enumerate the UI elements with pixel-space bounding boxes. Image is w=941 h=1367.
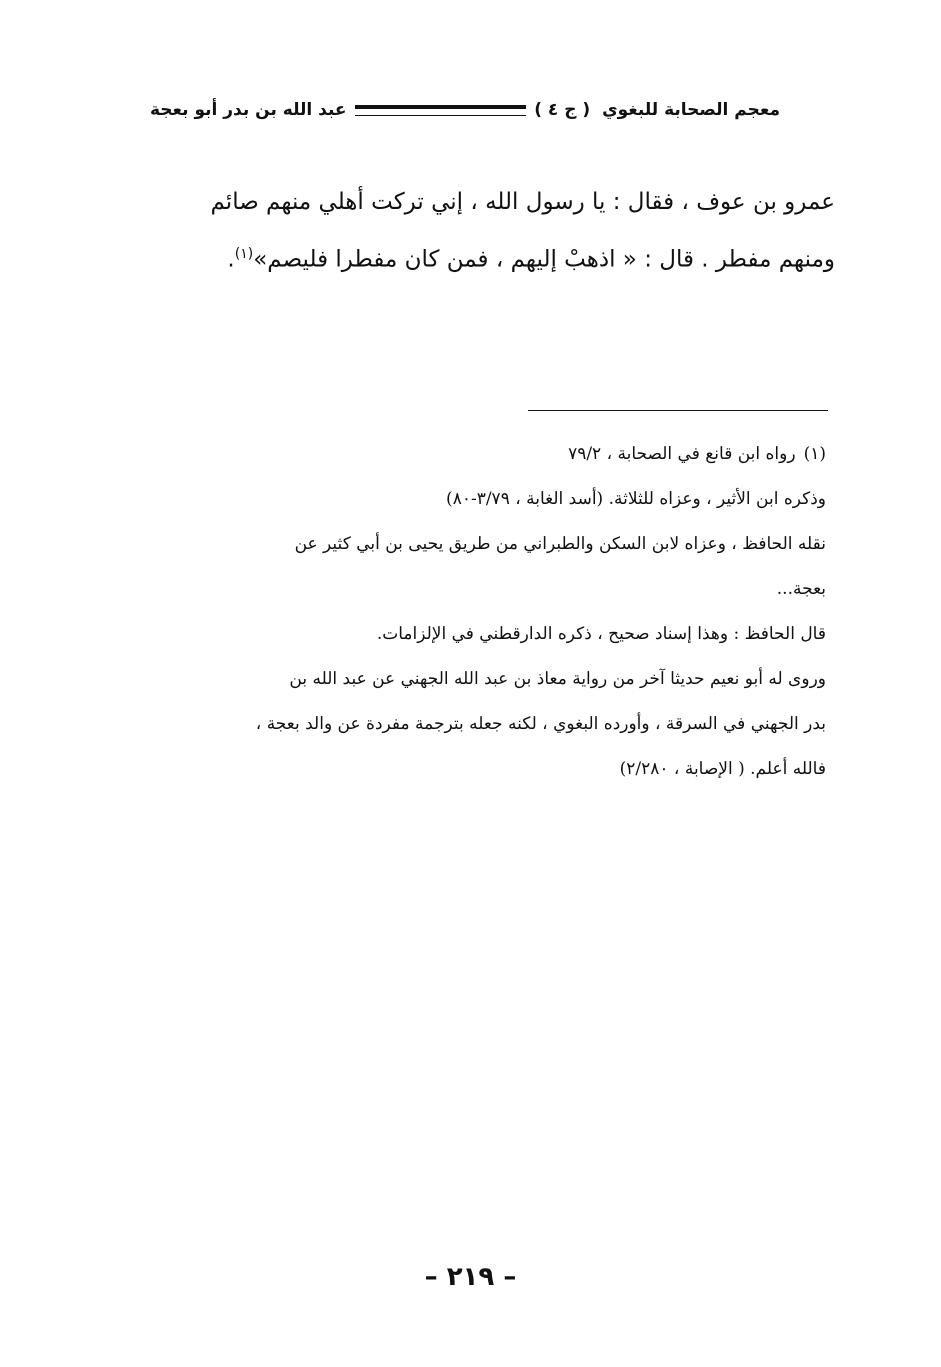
footnote-line-5: قال الحافظ : وهذا إسناد صحيح ، ذكره الدارقطني في الإلزامات. [376, 624, 826, 644]
main-text [135, 176, 835, 286]
volume-label: ( ج ٤ ) [534, 100, 591, 120]
footnote-line-6: وروى له أبو نعيم حديثا آخر من رواية معاذ بن عبد الله الجهني عن عبد الله بن [289, 669, 826, 689]
running-header [150, 92, 780, 128]
footnote-number: (١) [803, 444, 826, 464]
footnote-separator [528, 410, 828, 411]
footnotes [136, 432, 826, 792]
end-punctuation: . [227, 246, 235, 273]
main-text-line-1: عمرو بن عوف ، فقال : يا رسول الله ، إني تركت أهلي منهم صائم [210, 189, 835, 215]
main-text-line-2 [135, 228, 835, 286]
footnote-line-3: نقله الحافظ ، وعزاه لابن السكن والطبراني من طريق يحيى بن أبي كثير عن [294, 534, 826, 554]
footnote-reference: (١) [234, 246, 254, 262]
footnote-line-2: وذكره ابن الأثير ، وعزاه للثلاثة. (أسد الغابة ، ٣/٧٩-٨٠) [446, 489, 826, 509]
footnote-line-8: فالله أعلم. ( الإصابة ، ٢/٢٨٠) [619, 759, 826, 779]
main-text-line-2-text: ومنهم مفطر . قال : « اذهبْ إليهم ، فمن كان مفطرا فليصم» [253, 246, 835, 273]
book-title: معجم الصحابة للبغوي [602, 100, 780, 120]
footnote-line-4: بعجة... [776, 579, 826, 599]
header-entry-name: عبد الله بن بدر أبو بعجة [150, 100, 347, 120]
footnote-line-1-text: رواه ابن قانع في الصحابة ، ٧٩/٢ [568, 444, 796, 464]
footnote-line-7: بدر الجهني في السرقة ، وأورده البغوي ، لكنه جعله بترجمة مفردة عن والد بعجة ، [255, 714, 826, 734]
footnote-line-1 [136, 432, 826, 477]
page-number: – ٢١٩ – [424, 1262, 517, 1292]
header-book-title [534, 100, 780, 120]
header-rule [355, 105, 527, 116]
